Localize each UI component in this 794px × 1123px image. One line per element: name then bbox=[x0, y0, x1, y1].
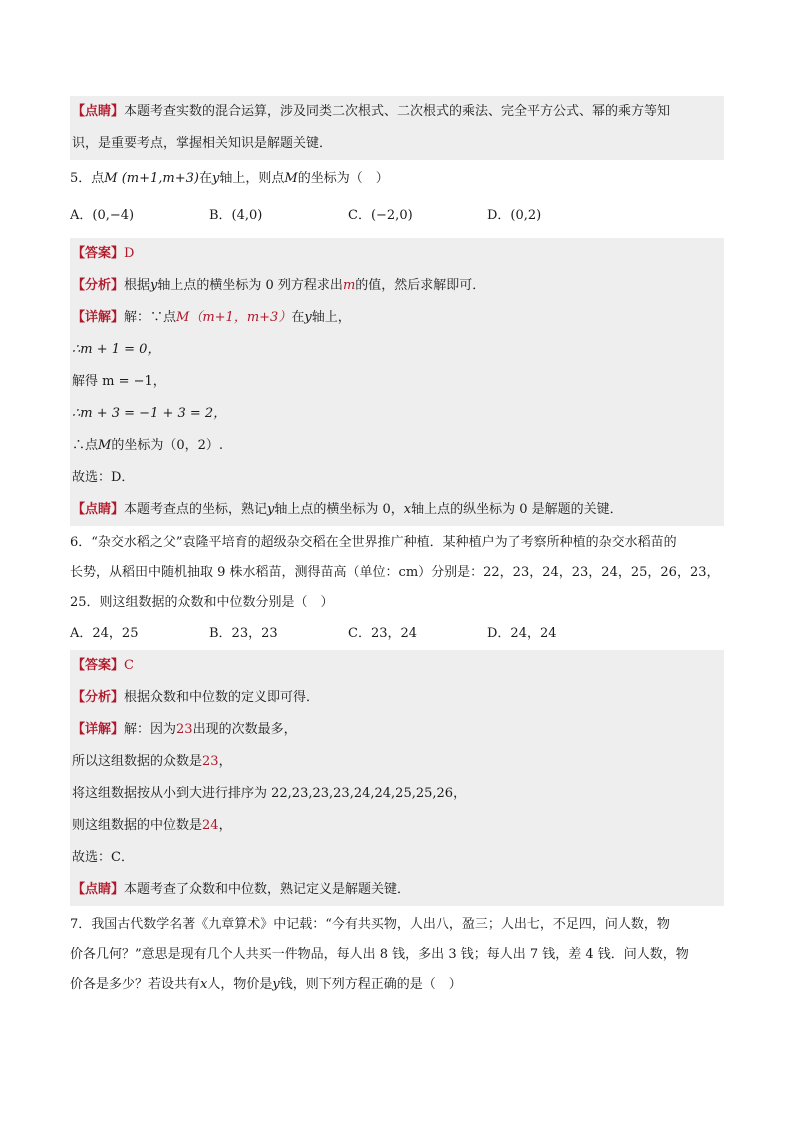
detail-point-expr: M（m+1，m+3） bbox=[176, 310, 292, 325]
q5-step-2 bbox=[72, 366, 724, 398]
key-point-text: 本题考查实数的混合运算，涉及同类二次根式、二次根式的乘法、完全平方公式、幂的乘方等知 bbox=[124, 104, 671, 119]
q5-option-d: D．(0,2) bbox=[487, 208, 542, 223]
q5-option-a: A．(0,−4) bbox=[70, 208, 135, 223]
detail-text-3: 轴上， bbox=[311, 310, 351, 325]
question-6-options bbox=[70, 618, 724, 650]
analysis-text-2: 轴上点的横坐标为 0 列方程求出 bbox=[157, 278, 343, 293]
q6-option-d: D．24，24 bbox=[487, 626, 557, 641]
key-point-block-prev bbox=[70, 96, 724, 160]
median-text: 则这组数据的中位数是 bbox=[72, 818, 203, 833]
q5-var-y: y bbox=[212, 171, 220, 186]
step-text: ∴m + 3 = −1 + 3 = 2， bbox=[72, 406, 227, 421]
mode-text: 所以这组数据的众数是 bbox=[72, 754, 203, 769]
detail-tag: 【详解】 bbox=[72, 310, 125, 325]
step-text: ∴m + 1 = 0， bbox=[72, 342, 161, 357]
analysis-text-3: 的值，然后求解即可． bbox=[355, 278, 486, 293]
q6-analysis bbox=[72, 682, 724, 714]
key-point-tag: 【点睛】 bbox=[72, 502, 125, 517]
key-var-y: y bbox=[267, 502, 275, 517]
question-7-stem-line-1 bbox=[70, 910, 724, 940]
q6-sort bbox=[72, 778, 724, 810]
question-6-stem-line-2 bbox=[70, 558, 724, 588]
q5-stem-text-2: 在 bbox=[198, 171, 212, 186]
q5-choose bbox=[72, 462, 724, 494]
detail-text-2: 在 bbox=[291, 310, 305, 325]
key-text: 本题考查点的坐标，熟记 bbox=[124, 502, 268, 517]
step-text: ∴点 bbox=[72, 438, 99, 453]
choose-text: 故选：C． bbox=[72, 850, 134, 865]
detail-text: 解：∵点 bbox=[124, 310, 177, 325]
median-text-2: ， bbox=[218, 818, 232, 833]
q5-detail bbox=[72, 302, 724, 334]
q6-option-a: A．24，25 bbox=[70, 626, 139, 641]
key-var-x: x bbox=[403, 502, 412, 517]
q6-option-b: B．23，23 bbox=[209, 626, 278, 641]
q6-median bbox=[72, 810, 724, 842]
q5-stem-text: 5．点 bbox=[70, 171, 105, 186]
question-5-options bbox=[70, 200, 724, 232]
document-page bbox=[70, 96, 724, 1000]
answer-value: C bbox=[124, 658, 134, 673]
q7-stem-text-5: 钱，则下列方程正确的是（ ） bbox=[279, 977, 462, 992]
q7-var-y: y bbox=[272, 977, 280, 992]
sort-text: 将这组数据按从小到大进行排序为 22,23,23,23,24,24,25,25,26， bbox=[72, 786, 467, 801]
key-point-tag: 【点睛】 bbox=[72, 104, 125, 119]
analysis-var-m: m bbox=[342, 278, 356, 293]
answer-tag: 【答案】 bbox=[72, 658, 125, 673]
q6-mode bbox=[72, 746, 724, 778]
analysis-var-y: y bbox=[150, 278, 158, 293]
key-point-line-2 bbox=[72, 128, 724, 160]
analysis-tag: 【分析】 bbox=[72, 278, 125, 293]
analysis-tag: 【分析】 bbox=[72, 690, 125, 705]
q5-key-point bbox=[72, 494, 724, 526]
q6-choose bbox=[72, 842, 724, 874]
q5-step-3 bbox=[72, 398, 724, 430]
question-7-stem-line-2 bbox=[70, 940, 724, 970]
mode-number: 23 bbox=[202, 754, 219, 769]
q5-solution-block bbox=[70, 238, 724, 526]
q7-stem-text-4: 人，物价是 bbox=[207, 977, 273, 992]
detail-tag: 【详解】 bbox=[72, 722, 125, 737]
median-number: 24 bbox=[202, 818, 219, 833]
q5-option-b: B．(4,0) bbox=[209, 208, 263, 223]
q5-stem-text-3: 轴上，则点 bbox=[219, 171, 285, 186]
choose-text: 故选：D． bbox=[72, 470, 135, 485]
question-5-stem bbox=[70, 164, 724, 194]
key-point-text-cont: 识，是重要考点，掌握相关知识是解题关键． bbox=[72, 136, 333, 151]
analysis-text: 根据 bbox=[124, 278, 151, 293]
mode-text-2: ， bbox=[218, 754, 232, 769]
answer-value: D bbox=[124, 246, 135, 261]
q6-answer bbox=[72, 650, 724, 682]
detail-text-2: 出现的次数最多， bbox=[192, 722, 297, 737]
q6-stem-text-3: 25．则这组数据的众数和中位数分别是（ ） bbox=[70, 595, 334, 610]
q6-key-point bbox=[72, 874, 724, 906]
key-text-2: 轴上点的横坐标为 0， bbox=[274, 502, 404, 517]
detail-number: 23 bbox=[176, 722, 193, 737]
analysis-text: 根据众数和中位数的定义即可得． bbox=[124, 690, 320, 705]
detail-text: 解：因为 bbox=[124, 722, 177, 737]
step-text: 解得 m = −1， bbox=[72, 374, 166, 389]
answer-tag: 【答案】 bbox=[72, 246, 125, 261]
q5-step-1 bbox=[72, 334, 724, 366]
detail-var-y: y bbox=[304, 310, 312, 325]
q5-analysis bbox=[72, 270, 724, 302]
q7-stem-text-2: 价各几何？”意思是现有几个人共买一件物品，每人出 8 钱，多出 3 钱；每人出 7 钱，差 4 钱．问人数，物 bbox=[70, 947, 689, 962]
q7-var-x: x bbox=[200, 977, 208, 992]
q6-stem-text: 6．“杂交水稻之父”袁隆平培育的超级杂交稻在全世界推广种植．某种植户为了考察所种植的杂交水稻苗的 bbox=[70, 535, 677, 550]
key-point-line-1 bbox=[72, 96, 724, 128]
q6-stem-text-2: 长势，从稻田中随机抽取 9 株水稻苗，测得苗高（单位：cm）分别是：22，23，24，23，24，25，26，23， bbox=[70, 565, 720, 580]
q5-answer bbox=[72, 238, 724, 270]
q6-solution-block bbox=[70, 650, 724, 906]
q7-stem-text: 7．我国古代数学名著《九章算术》中记载：“今有共买物，人出八，盈三；人出七，不足四，问人数，物 bbox=[70, 917, 670, 932]
q5-step-4 bbox=[72, 430, 724, 462]
q5-var-m: M bbox=[284, 171, 298, 186]
question-7-stem-line-3 bbox=[70, 970, 724, 1000]
q5-point-expr: M (m+1,m+3) bbox=[104, 171, 199, 186]
key-text-3: 轴上点的纵坐标为 0 是解题的关键． bbox=[411, 502, 623, 517]
step-var-m: M bbox=[98, 438, 112, 453]
q5-option-c: C．(−2,0) bbox=[348, 208, 413, 223]
q6-detail bbox=[72, 714, 724, 746]
question-6-stem-line-1 bbox=[70, 528, 724, 558]
step-text-2: 的坐标为（0，2）. bbox=[111, 438, 224, 453]
q6-option-c: C．23，24 bbox=[348, 626, 418, 641]
q7-stem-text-3: 价各是多少？若设共有 bbox=[70, 977, 201, 992]
key-point-tag: 【点睛】 bbox=[72, 882, 125, 897]
key-text: 本题考查了众数和中位数，熟记定义是解题关键． bbox=[124, 882, 411, 897]
question-6-stem-line-3 bbox=[70, 588, 724, 618]
q5-stem-text-4: 的坐标为（ ） bbox=[297, 171, 389, 186]
